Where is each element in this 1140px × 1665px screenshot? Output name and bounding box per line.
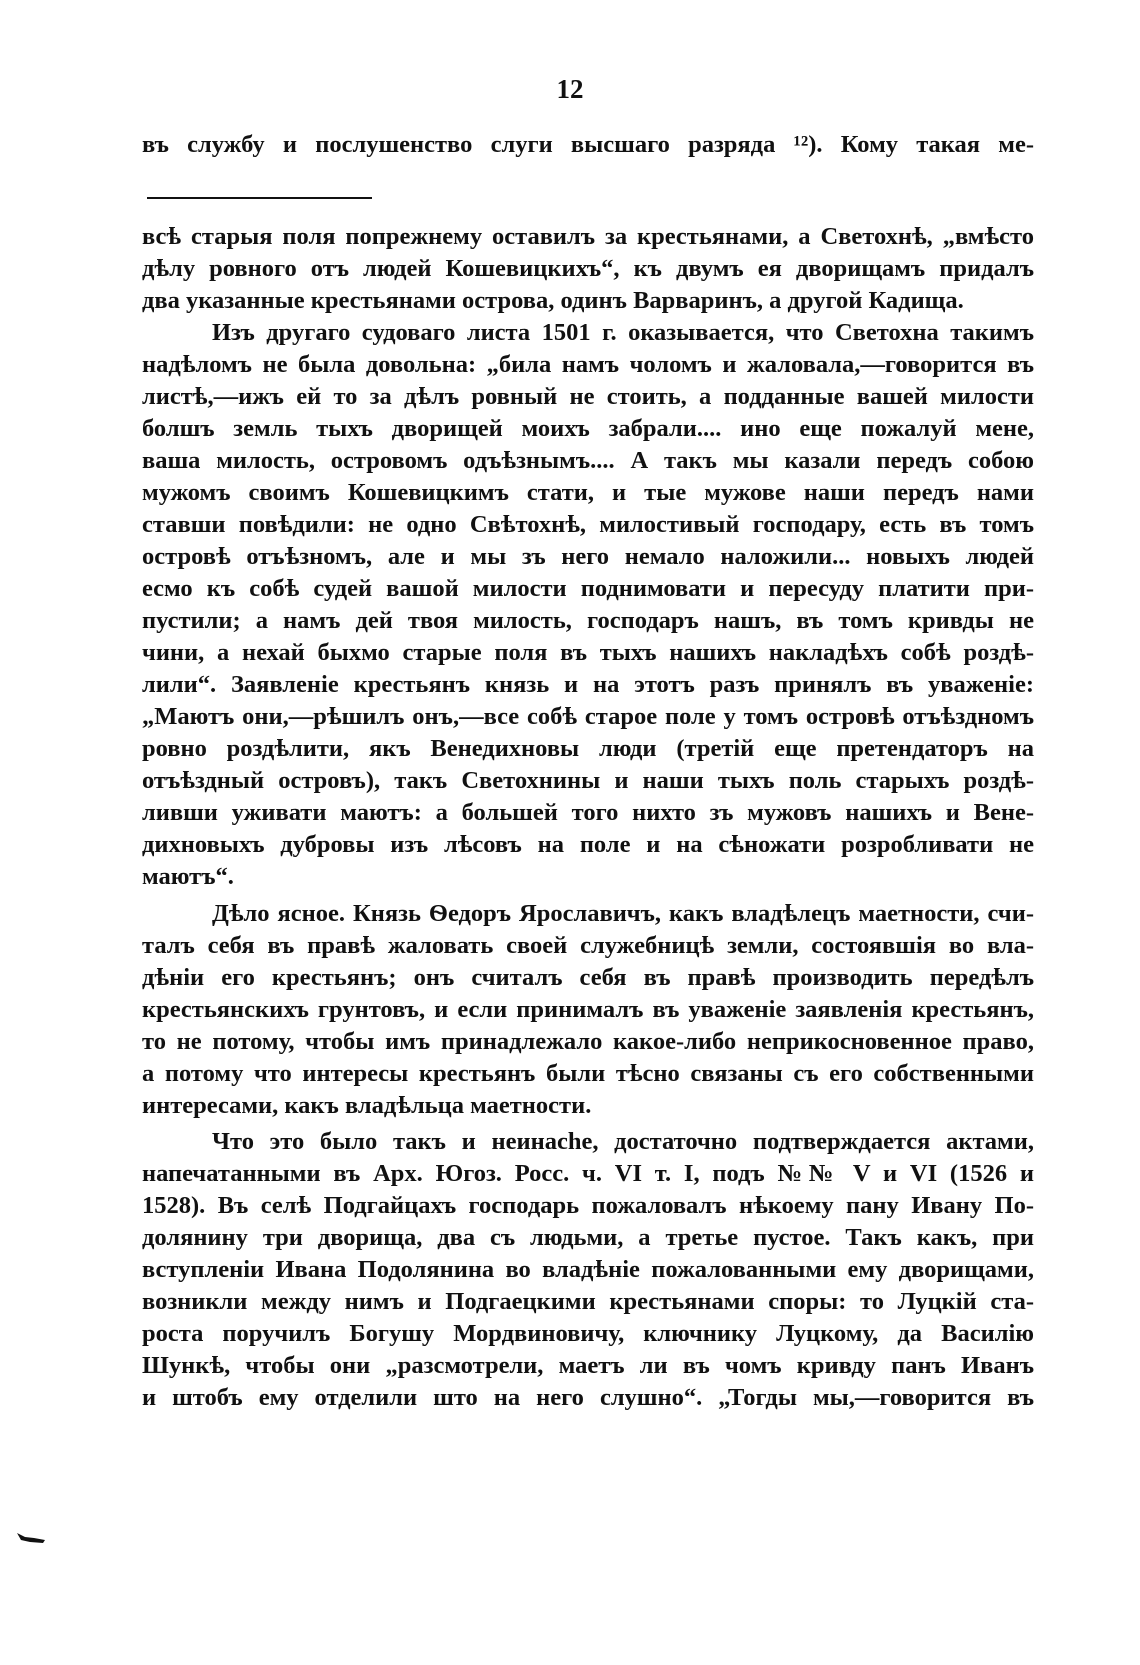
text-line: мужомъ своимъ Кошевицкимъ стати, и тые мужове наши передъ нами xyxy=(142,479,1034,506)
text-line: всѣ старыя поля попрежнему оставилъ за крестьянами, а Светохнѣ, „вмѣсто xyxy=(142,223,1034,250)
text-line: ставши повѣдили: не одно Свѣтохнѣ, милостивый господару, есть въ томъ xyxy=(142,511,1034,538)
text-line: Шункѣ, чтобы они „разсмотрели, маетъ ли въ чомъ кривду панъ Иванъ xyxy=(142,1352,1034,1379)
text-line: отъѣздный островъ), такъ Светохнины и наши тыхъ поль старыхъ роздѣ- xyxy=(142,767,1034,794)
text-line: ваша милость, островомъ одъѣзнымъ.... А такъ мы казали передъ собою xyxy=(142,447,1034,474)
text-line: чини, а нехай быхмо старые поля въ тыхъ нашихъ накладѣхъ собѣ роздѣ- xyxy=(142,639,1034,666)
text-line: то не потому, чтобы имъ принадлежало какое-либо неприкосновенное право, xyxy=(142,1028,1034,1055)
text-line: долянину три дворища, два съ людьми, а третье пустое. Такъ какъ, при xyxy=(142,1224,1034,1251)
text-line: дѣніи его крестьянъ; онъ считалъ себя въ правѣ производить передѣлъ xyxy=(142,964,1034,991)
text-line: вступленіи Ивана Подолянина во владѣніе пожалованными ему дворищами, xyxy=(142,1256,1034,1283)
text-line: Изъ другаго судоваго листа 1501 г. оказывается, что Светохна такимъ xyxy=(212,319,1034,346)
text-line: а потому что интересы крестьянъ были тѣсно связаны съ его собственными xyxy=(142,1060,1034,1087)
footnote-separator xyxy=(147,197,372,199)
text-line: Дѣло ясное. Князь Ѳедоръ Ярославичъ, какъ владѣлецъ маетности, счи- xyxy=(212,900,1034,927)
ink-blot-mark xyxy=(16,1532,46,1544)
text-line: „Маютъ они,—рѣшилъ онъ,—все собѣ старое поле у томъ островѣ отъѣздномъ xyxy=(142,703,1034,730)
text-line: ровно роздѣлити, якъ Венедихновы люди (третій еще претендаторъ на xyxy=(142,735,1034,762)
text-line: 1528). Въ селѣ Подгайцахъ господарь пожаловалъ нѣкоему пану Ивану По- xyxy=(142,1192,1034,1219)
text-line: интересами, какъ владѣльца маетности. xyxy=(142,1092,592,1119)
text-line: крестьянскихъ грунтовъ, и если принималъ въ уваженіе заявленія крестьянъ, xyxy=(142,996,1034,1023)
text-line: дѣлу ровного отъ людей Кошевицкихъ“, къ двумъ ея дворищамъ придалъ xyxy=(142,255,1034,282)
text-line: лили“. Заявленіе крестьянъ князь и на этотъ разъ принялъ въ уваженіе: xyxy=(142,671,1034,698)
text-line: маютъ“. xyxy=(142,863,234,890)
text-line: листѣ,—ижъ ей то за дѣлъ ровный не стоить, а подданные вашей милости xyxy=(142,383,1034,410)
text-line: роста поручилъ Богушу Мордвиновичу, ключнику Луцкому, да Василію xyxy=(142,1320,1034,1347)
text-line: островѣ отъѣзномъ, але и мы зъ него немало наложили... новыхъ людей xyxy=(142,543,1034,570)
text-line: талъ себя въ правѣ жаловать своей служебницѣ земли, состоявшія во вла- xyxy=(142,932,1034,959)
main-text-line: въ службу и послушенство слуги высшаго разряда ¹²). Кому такая ме- xyxy=(142,131,1034,158)
text-line: Что это было такъ и неинаche, достаточно подтверждается актами, xyxy=(212,1128,1034,1155)
text-line: пустили; а намъ дей твоя милость, господаръ нашъ, въ томъ кривды не xyxy=(142,607,1034,634)
text-line: есмо къ собѣ судей вашой милости поднимовати и пересуду платити при- xyxy=(142,575,1034,602)
page-number: 12 xyxy=(556,74,584,104)
text-line: два указанные крестьянами острова, одинъ Варваринъ, а другой Кадища. xyxy=(142,287,964,314)
text-line: дихновыхъ дубровы изъ лѣсовъ на поле и на сѣножати розробливати не xyxy=(142,831,1034,858)
text-line: болшъ земль тыхъ дворищей моихъ забрали.... ино еще пожалуй мене, xyxy=(142,415,1034,442)
text-line: возникли между нимъ и Подгаецкими крестьянами споры: то Луцкій ста- xyxy=(142,1288,1034,1315)
text-line: напечатанными въ Арх. Югоз. Росс. ч. VI т. I, подъ №№ V и VI (1526 и xyxy=(142,1160,1034,1187)
text-line: ливши уживати маютъ: а большей того нихто зъ мужовъ нашихъ и Вене- xyxy=(142,799,1034,826)
text-line: надѣломъ не была довольна: „била намъ чоломъ и жаловала,—говорится въ xyxy=(142,351,1034,378)
text-line: и штобъ ему отделили што на него слушно“. „Тогды мы,—говорится въ xyxy=(142,1384,1034,1411)
